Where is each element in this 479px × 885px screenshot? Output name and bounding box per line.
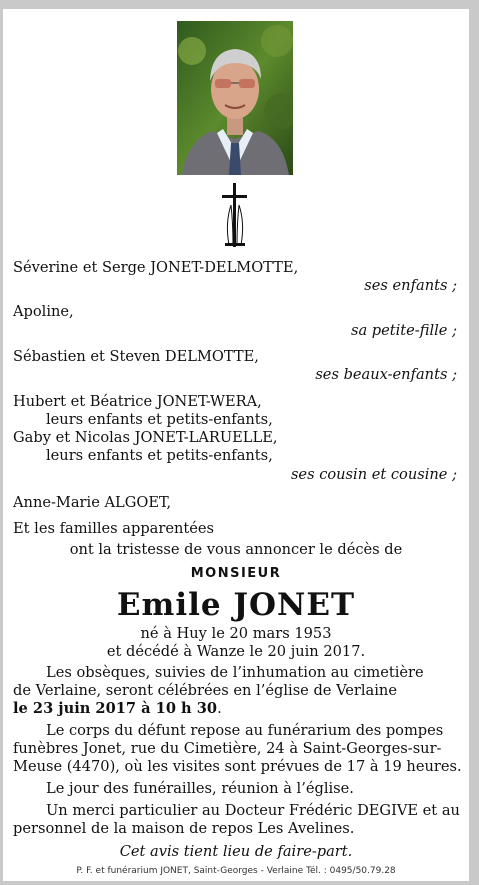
deceased-name: Emile JONET — [116, 587, 356, 623]
cross-icon — [219, 183, 251, 247]
funeral-rest2: funèbres Jonet, rue du Cimetière, 24 à Saint-Georges-sur- — [13, 740, 442, 757]
funeral-home-footer: P. F. et funérarium JONET, Saint-Georges - Verlaine Tél. : 0495/50.79.28 — [76, 866, 396, 876]
family-families: Et les familles apparentées — [13, 520, 215, 537]
funeral-rest3: Meuse (4470), où les visites sont prévues de 17 à 19 heures. — [13, 758, 462, 775]
family-granddaughter: Apoline, — [13, 303, 74, 320]
funeral-thanks2: personnel de la maison de repos Les Avelines. — [13, 820, 355, 837]
deceased-title: MONSIEUR — [190, 566, 282, 581]
funeral-rest1: Le corps du défunt repose au funérarium des pompes — [46, 722, 444, 739]
family-inlaws: Sébastien et Steven DELMOTTE, — [13, 348, 259, 365]
family-cousin2-sub: leurs enfants et petits-enfants, — [46, 447, 273, 464]
portrait-photo — [177, 21, 293, 175]
family-cousin1-sub: leurs enfants et petits-enfants, — [46, 411, 273, 428]
funeral-line1: Les obsèques, suivies de l’inhumation au cimetière — [46, 664, 424, 681]
funeral-date-end: . — [217, 700, 222, 717]
family-granddaughter-role: sa petite-fille ; — [350, 322, 457, 339]
funeral-date-line — [13, 700, 222, 718]
family-children: Séverine et Serge JONET-DELMOTTE, — [13, 259, 299, 276]
deceased-born: né à Huy le 20 mars 1953 — [140, 625, 332, 642]
funeral-date: le 23 juin 2017 à 10 h 30 — [13, 700, 218, 717]
family-inlaws-role: ses beaux-enfants ; — [315, 366, 457, 383]
funeral-meeting: Le jour des funérailles, réunion à l’église. — [46, 780, 354, 797]
funeral-line2: de Verlaine, seront célébrées en l’église de Verlaine — [13, 682, 397, 699]
obituary-page — [3, 9, 469, 881]
funeral-thanks1: Un merci particulier au Docteur Frédéric DEGIVE et au — [46, 802, 460, 819]
deceased-died: et décédé à Wanze le 20 juin 2017. — [106, 643, 366, 660]
announce-text: ont la tristesse de vous annoncer le décès de — [69, 541, 403, 558]
family-children-role: ses enfants ; — [364, 277, 457, 294]
family-cousins-role: ses cousin et cousine ; — [290, 466, 457, 483]
funeral-notice: Cet avis tient lieu de faire-part. — [119, 843, 353, 860]
family-cousin1: Hubert et Béatrice JONET-WERA, — [13, 393, 262, 410]
family-friend: Anne-Marie ALGOET, — [13, 494, 172, 511]
family-cousin2: Gaby et Nicolas JONET-LARUELLE, — [13, 429, 278, 446]
